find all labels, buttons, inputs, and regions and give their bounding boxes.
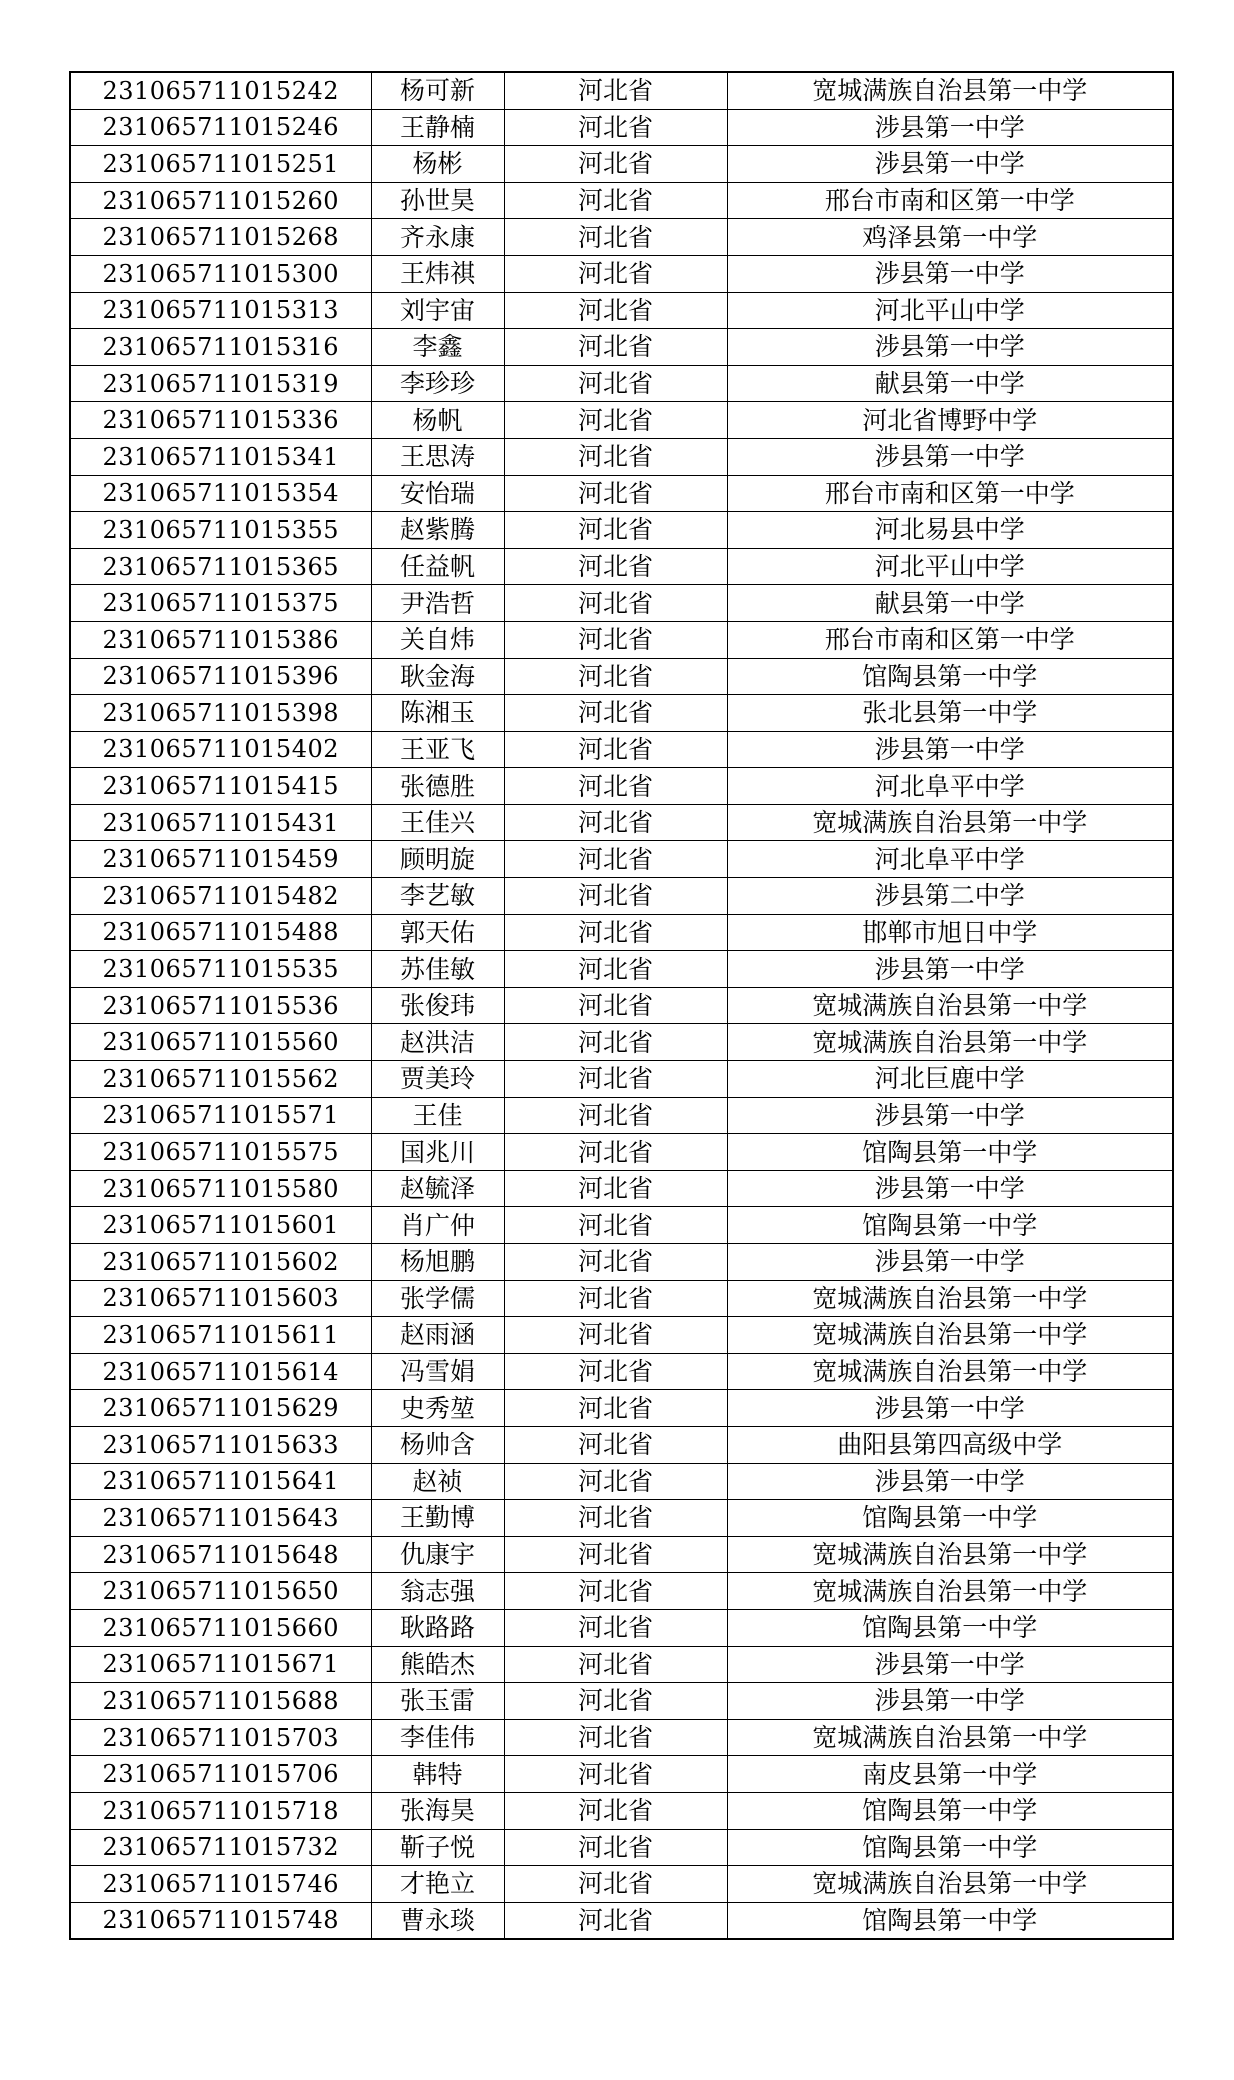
candidate-id-cell: 231065711015748 bbox=[70, 1902, 371, 1939]
table-row bbox=[70, 1317, 1173, 1354]
table-row bbox=[70, 1061, 1173, 1098]
candidate-id-cell: 231065711015482 bbox=[70, 878, 371, 915]
student-name-cell: 熊皓杰 bbox=[371, 1646, 504, 1683]
table-row bbox=[70, 109, 1173, 146]
province-cell: 河北省 bbox=[504, 255, 727, 292]
province-cell: 河北省 bbox=[504, 109, 727, 146]
province-cell: 河北省 bbox=[504, 1207, 727, 1244]
student-name-cell: 齐永康 bbox=[371, 219, 504, 256]
table-row bbox=[70, 1463, 1173, 1500]
province-cell: 河北省 bbox=[504, 512, 727, 549]
school-cell: 曲阳县第四高级中学 bbox=[727, 1426, 1173, 1463]
table-row bbox=[70, 548, 1173, 585]
student-name-cell: 尹浩哲 bbox=[371, 585, 504, 622]
student-name-cell: 陈湘玉 bbox=[371, 695, 504, 732]
student-name-cell: 韩特 bbox=[371, 1756, 504, 1793]
table-row bbox=[70, 1792, 1173, 1829]
province-cell: 河北省 bbox=[504, 1061, 727, 1098]
table-row bbox=[70, 1866, 1173, 1903]
table-row bbox=[70, 1719, 1173, 1756]
candidate-id-cell: 231065711015415 bbox=[70, 768, 371, 805]
candidate-id-cell: 231065711015611 bbox=[70, 1317, 371, 1354]
province-cell: 河北省 bbox=[504, 1244, 727, 1281]
school-cell: 馆陶县第一中学 bbox=[727, 1609, 1173, 1646]
school-cell: 河北平山中学 bbox=[727, 548, 1173, 585]
candidate-id-cell: 231065711015718 bbox=[70, 1792, 371, 1829]
candidate-id-cell: 231065711015560 bbox=[70, 1024, 371, 1061]
candidate-id-cell: 231065711015706 bbox=[70, 1756, 371, 1793]
candidate-id-cell: 231065711015319 bbox=[70, 365, 371, 402]
student-name-cell: 郭天佑 bbox=[371, 914, 504, 951]
table-row bbox=[70, 731, 1173, 768]
student-name-cell: 杨帆 bbox=[371, 402, 504, 439]
table-row bbox=[70, 804, 1173, 841]
candidate-id-cell: 231065711015402 bbox=[70, 731, 371, 768]
province-cell: 河北省 bbox=[504, 951, 727, 988]
province-cell: 河北省 bbox=[504, 402, 727, 439]
table-row bbox=[70, 1683, 1173, 1720]
province-cell: 河北省 bbox=[504, 219, 727, 256]
province-cell: 河北省 bbox=[504, 841, 727, 878]
province-cell: 河北省 bbox=[504, 1097, 727, 1134]
candidate-id-cell: 231065711015268 bbox=[70, 219, 371, 256]
table-row bbox=[70, 365, 1173, 402]
table-row bbox=[70, 72, 1173, 109]
table-row bbox=[70, 255, 1173, 292]
candidate-id-cell: 231065711015732 bbox=[70, 1829, 371, 1866]
student-name-cell: 王亚飞 bbox=[371, 731, 504, 768]
province-cell: 河北省 bbox=[504, 72, 727, 109]
school-cell: 宽城满族自治县第一中学 bbox=[727, 1280, 1173, 1317]
school-cell: 涉县第一中学 bbox=[727, 255, 1173, 292]
province-cell: 河北省 bbox=[504, 804, 727, 841]
province-cell: 河北省 bbox=[504, 1170, 727, 1207]
student-name-cell: 张德胜 bbox=[371, 768, 504, 805]
student-name-cell: 李鑫 bbox=[371, 329, 504, 366]
table-row bbox=[70, 1353, 1173, 1390]
province-cell: 河北省 bbox=[504, 475, 727, 512]
table-row bbox=[70, 1902, 1173, 1939]
student-name-cell: 王思涛 bbox=[371, 438, 504, 475]
student-name-cell: 翁志强 bbox=[371, 1573, 504, 1610]
province-cell: 河北省 bbox=[504, 585, 727, 622]
student-name-cell: 李佳伟 bbox=[371, 1719, 504, 1756]
school-cell: 南皮县第一中学 bbox=[727, 1756, 1173, 1793]
student-name-cell: 耿路路 bbox=[371, 1609, 504, 1646]
student-name-cell: 贾美玲 bbox=[371, 1061, 504, 1098]
student-name-cell: 安怡瑞 bbox=[371, 475, 504, 512]
school-cell: 宽城满族自治县第一中学 bbox=[727, 1353, 1173, 1390]
candidate-id-cell: 231065711015536 bbox=[70, 987, 371, 1024]
school-cell: 馆陶县第一中学 bbox=[727, 1134, 1173, 1171]
province-cell: 河北省 bbox=[504, 731, 727, 768]
school-cell: 馆陶县第一中学 bbox=[727, 1207, 1173, 1244]
table-row bbox=[70, 1829, 1173, 1866]
school-cell: 宽城满族自治县第一中学 bbox=[727, 1573, 1173, 1610]
candidate-id-cell: 231065711015459 bbox=[70, 841, 371, 878]
province-cell: 河北省 bbox=[504, 1134, 727, 1171]
province-cell: 河北省 bbox=[504, 1280, 727, 1317]
province-cell: 河北省 bbox=[504, 292, 727, 329]
school-cell: 邢台市南和区第一中学 bbox=[727, 475, 1173, 512]
student-name-cell: 仇康宇 bbox=[371, 1536, 504, 1573]
student-name-cell: 肖广仲 bbox=[371, 1207, 504, 1244]
table-row bbox=[70, 878, 1173, 915]
province-cell: 河北省 bbox=[504, 1719, 727, 1756]
candidate-id-cell: 231065711015643 bbox=[70, 1500, 371, 1537]
school-cell: 宽城满族自治县第一中学 bbox=[727, 1536, 1173, 1573]
student-name-cell: 王静楠 bbox=[371, 109, 504, 146]
province-cell: 河北省 bbox=[504, 1829, 727, 1866]
student-name-cell: 张俊玮 bbox=[371, 987, 504, 1024]
candidate-id-cell: 231065711015602 bbox=[70, 1244, 371, 1281]
student-name-cell: 赵毓泽 bbox=[371, 1170, 504, 1207]
table-row bbox=[70, 475, 1173, 512]
candidate-id-cell: 231065711015246 bbox=[70, 109, 371, 146]
table-row bbox=[70, 1097, 1173, 1134]
school-cell: 涉县第一中学 bbox=[727, 1646, 1173, 1683]
candidate-id-cell: 231065711015354 bbox=[70, 475, 371, 512]
table-row bbox=[70, 292, 1173, 329]
student-name-cell: 王勤博 bbox=[371, 1500, 504, 1537]
province-cell: 河北省 bbox=[504, 1353, 727, 1390]
candidate-id-cell: 231065711015601 bbox=[70, 1207, 371, 1244]
candidate-id-cell: 231065711015688 bbox=[70, 1683, 371, 1720]
student-name-cell: 关自炜 bbox=[371, 621, 504, 658]
candidate-id-cell: 231065711015633 bbox=[70, 1426, 371, 1463]
candidate-id-cell: 231065711015336 bbox=[70, 402, 371, 439]
table-row bbox=[70, 585, 1173, 622]
school-cell: 馆陶县第一中学 bbox=[727, 658, 1173, 695]
school-cell: 馆陶县第一中学 bbox=[727, 1902, 1173, 1939]
province-cell: 河北省 bbox=[504, 621, 727, 658]
candidate-id-cell: 231065711015300 bbox=[70, 255, 371, 292]
student-name-cell: 杨帅含 bbox=[371, 1426, 504, 1463]
student-name-cell: 李珍珍 bbox=[371, 365, 504, 402]
school-cell: 涉县第一中学 bbox=[727, 1683, 1173, 1720]
school-cell: 涉县第一中学 bbox=[727, 1390, 1173, 1427]
table-row bbox=[70, 987, 1173, 1024]
province-cell: 河北省 bbox=[504, 548, 727, 585]
school-cell: 宽城满族自治县第一中学 bbox=[727, 1024, 1173, 1061]
province-cell: 河北省 bbox=[504, 1756, 727, 1793]
table-row bbox=[70, 1024, 1173, 1061]
table-row bbox=[70, 1390, 1173, 1427]
province-cell: 河北省 bbox=[504, 1573, 727, 1610]
table-row bbox=[70, 1573, 1173, 1610]
candidate-id-cell: 231065711015242 bbox=[70, 72, 371, 109]
province-cell: 河北省 bbox=[504, 1792, 727, 1829]
table-row bbox=[70, 146, 1173, 183]
candidate-id-cell: 231065711015431 bbox=[70, 804, 371, 841]
table-row bbox=[70, 219, 1173, 256]
table-row bbox=[70, 914, 1173, 951]
school-cell: 邢台市南和区第一中学 bbox=[727, 621, 1173, 658]
table-row bbox=[70, 621, 1173, 658]
candidate-id-cell: 231065711015703 bbox=[70, 1719, 371, 1756]
school-cell: 宽城满族自治县第一中学 bbox=[727, 804, 1173, 841]
candidate-id-cell: 231065711015571 bbox=[70, 1097, 371, 1134]
province-cell: 河北省 bbox=[504, 987, 727, 1024]
candidate-id-cell: 231065711015398 bbox=[70, 695, 371, 732]
table-row bbox=[70, 402, 1173, 439]
province-cell: 河北省 bbox=[504, 914, 727, 951]
candidate-id-cell: 231065711015251 bbox=[70, 146, 371, 183]
school-cell: 河北巨鹿中学 bbox=[727, 1061, 1173, 1098]
student-name-cell: 杨旭鹏 bbox=[371, 1244, 504, 1281]
school-cell: 涉县第一中学 bbox=[727, 1244, 1173, 1281]
school-cell: 河北省博野中学 bbox=[727, 402, 1173, 439]
table-row bbox=[70, 1756, 1173, 1793]
student-name-cell: 王佳 bbox=[371, 1097, 504, 1134]
school-cell: 涉县第一中学 bbox=[727, 1463, 1173, 1500]
candidate-id-cell: 231065711015671 bbox=[70, 1646, 371, 1683]
candidate-id-cell: 231065711015488 bbox=[70, 914, 371, 951]
candidate-id-cell: 231065711015386 bbox=[70, 621, 371, 658]
student-name-cell: 赵雨涵 bbox=[371, 1317, 504, 1354]
table-row bbox=[70, 1207, 1173, 1244]
table-row bbox=[70, 1170, 1173, 1207]
student-name-cell: 王佳兴 bbox=[371, 804, 504, 841]
school-cell: 河北阜平中学 bbox=[727, 841, 1173, 878]
student-name-cell: 杨彬 bbox=[371, 146, 504, 183]
province-cell: 河北省 bbox=[504, 365, 727, 402]
student-name-cell: 史秀堃 bbox=[371, 1390, 504, 1427]
province-cell: 河北省 bbox=[504, 1902, 727, 1939]
province-cell: 河北省 bbox=[504, 1390, 727, 1427]
province-cell: 河北省 bbox=[504, 878, 727, 915]
student-name-cell: 李艺敏 bbox=[371, 878, 504, 915]
table-row bbox=[70, 1536, 1173, 1573]
student-name-cell: 任益帆 bbox=[371, 548, 504, 585]
candidate-id-cell: 231065711015746 bbox=[70, 1866, 371, 1903]
province-cell: 河北省 bbox=[504, 1609, 727, 1646]
school-cell: 馆陶县第一中学 bbox=[727, 1500, 1173, 1537]
table-row bbox=[70, 1426, 1173, 1463]
province-cell: 河北省 bbox=[504, 1426, 727, 1463]
school-cell: 宽城满族自治县第一中学 bbox=[727, 1866, 1173, 1903]
school-cell: 宽城满族自治县第一中学 bbox=[727, 1317, 1173, 1354]
school-cell: 邢台市南和区第一中学 bbox=[727, 182, 1173, 219]
student-name-cell: 冯雪娟 bbox=[371, 1353, 504, 1390]
province-cell: 河北省 bbox=[504, 1866, 727, 1903]
candidate-id-cell: 231065711015648 bbox=[70, 1536, 371, 1573]
table-row bbox=[70, 951, 1173, 988]
province-cell: 河北省 bbox=[504, 1463, 727, 1500]
candidate-id-cell: 231065711015260 bbox=[70, 182, 371, 219]
student-name-cell: 苏佳敏 bbox=[371, 951, 504, 988]
candidate-id-cell: 231065711015535 bbox=[70, 951, 371, 988]
roster-table-body bbox=[70, 72, 1173, 1939]
student-name-cell: 耿金海 bbox=[371, 658, 504, 695]
table-row bbox=[70, 695, 1173, 732]
student-name-cell: 靳子悦 bbox=[371, 1829, 504, 1866]
roster-table bbox=[69, 71, 1174, 1940]
student-name-cell: 曹永琰 bbox=[371, 1902, 504, 1939]
table-row bbox=[70, 1500, 1173, 1537]
student-name-cell: 孙世昊 bbox=[371, 182, 504, 219]
student-name-cell: 张玉雷 bbox=[371, 1683, 504, 1720]
table-row bbox=[70, 438, 1173, 475]
province-cell: 河北省 bbox=[504, 1536, 727, 1573]
school-cell: 馆陶县第一中学 bbox=[727, 1792, 1173, 1829]
candidate-id-cell: 231065711015614 bbox=[70, 1353, 371, 1390]
table-row bbox=[70, 841, 1173, 878]
candidate-id-cell: 231065711015375 bbox=[70, 585, 371, 622]
candidate-id-cell: 231065711015313 bbox=[70, 292, 371, 329]
student-name-cell: 才艳立 bbox=[371, 1866, 504, 1903]
school-cell: 涉县第一中学 bbox=[727, 951, 1173, 988]
candidate-id-cell: 231065711015629 bbox=[70, 1390, 371, 1427]
candidate-id-cell: 231065711015660 bbox=[70, 1609, 371, 1646]
table-row bbox=[70, 1646, 1173, 1683]
candidate-id-cell: 231065711015580 bbox=[70, 1170, 371, 1207]
school-cell: 邯郸市旭日中学 bbox=[727, 914, 1173, 951]
student-name-cell: 赵祯 bbox=[371, 1463, 504, 1500]
school-cell: 鸡泽县第一中学 bbox=[727, 219, 1173, 256]
table-row bbox=[70, 1244, 1173, 1281]
province-cell: 河北省 bbox=[504, 658, 727, 695]
candidate-id-cell: 231065711015341 bbox=[70, 438, 371, 475]
province-cell: 河北省 bbox=[504, 146, 727, 183]
candidate-id-cell: 231065711015562 bbox=[70, 1061, 371, 1098]
student-name-cell: 赵洪洁 bbox=[371, 1024, 504, 1061]
student-name-cell: 张海昊 bbox=[371, 1792, 504, 1829]
school-cell: 涉县第一中学 bbox=[727, 438, 1173, 475]
school-cell: 献县第一中学 bbox=[727, 365, 1173, 402]
table-row bbox=[70, 329, 1173, 366]
school-cell: 涉县第一中学 bbox=[727, 109, 1173, 146]
student-name-cell: 王炜祺 bbox=[371, 255, 504, 292]
candidate-id-cell: 231065711015316 bbox=[70, 329, 371, 366]
province-cell: 河北省 bbox=[504, 438, 727, 475]
school-cell: 馆陶县第一中学 bbox=[727, 1829, 1173, 1866]
table-row bbox=[70, 658, 1173, 695]
school-cell: 献县第一中学 bbox=[727, 585, 1173, 622]
table-row bbox=[70, 512, 1173, 549]
table-row bbox=[70, 768, 1173, 805]
candidate-id-cell: 231065711015650 bbox=[70, 1573, 371, 1610]
student-name-cell: 赵紫腾 bbox=[371, 512, 504, 549]
school-cell: 宽城满族自治县第一中学 bbox=[727, 72, 1173, 109]
school-cell: 涉县第二中学 bbox=[727, 878, 1173, 915]
school-cell: 涉县第一中学 bbox=[727, 731, 1173, 768]
school-cell: 涉县第一中学 bbox=[727, 1170, 1173, 1207]
province-cell: 河北省 bbox=[504, 1024, 727, 1061]
student-name-cell: 顾明旋 bbox=[371, 841, 504, 878]
table-row bbox=[70, 1134, 1173, 1171]
province-cell: 河北省 bbox=[504, 1683, 727, 1720]
candidate-id-cell: 231065711015641 bbox=[70, 1463, 371, 1500]
student-name-cell: 张学儒 bbox=[371, 1280, 504, 1317]
province-cell: 河北省 bbox=[504, 182, 727, 219]
candidate-id-cell: 231065711015355 bbox=[70, 512, 371, 549]
candidate-id-cell: 231065711015603 bbox=[70, 1280, 371, 1317]
table-row bbox=[70, 182, 1173, 219]
school-cell: 涉县第一中学 bbox=[727, 329, 1173, 366]
province-cell: 河北省 bbox=[504, 768, 727, 805]
province-cell: 河北省 bbox=[504, 1317, 727, 1354]
student-name-cell: 国兆川 bbox=[371, 1134, 504, 1171]
province-cell: 河北省 bbox=[504, 1646, 727, 1683]
province-cell: 河北省 bbox=[504, 695, 727, 732]
province-cell: 河北省 bbox=[504, 329, 727, 366]
table-row bbox=[70, 1280, 1173, 1317]
student-name-cell: 杨可新 bbox=[371, 72, 504, 109]
candidate-id-cell: 231065711015365 bbox=[70, 548, 371, 585]
student-name-cell: 刘宇宙 bbox=[371, 292, 504, 329]
school-cell: 宽城满族自治县第一中学 bbox=[727, 1719, 1173, 1756]
school-cell: 涉县第一中学 bbox=[727, 146, 1173, 183]
candidate-id-cell: 231065711015575 bbox=[70, 1134, 371, 1171]
province-cell: 河北省 bbox=[504, 1500, 727, 1537]
school-cell: 宽城满族自治县第一中学 bbox=[727, 987, 1173, 1024]
table-row bbox=[70, 1609, 1173, 1646]
school-cell: 河北平山中学 bbox=[727, 292, 1173, 329]
school-cell: 涉县第一中学 bbox=[727, 1097, 1173, 1134]
school-cell: 张北县第一中学 bbox=[727, 695, 1173, 732]
candidate-id-cell: 231065711015396 bbox=[70, 658, 371, 695]
school-cell: 河北易县中学 bbox=[727, 512, 1173, 549]
school-cell: 河北阜平中学 bbox=[727, 768, 1173, 805]
